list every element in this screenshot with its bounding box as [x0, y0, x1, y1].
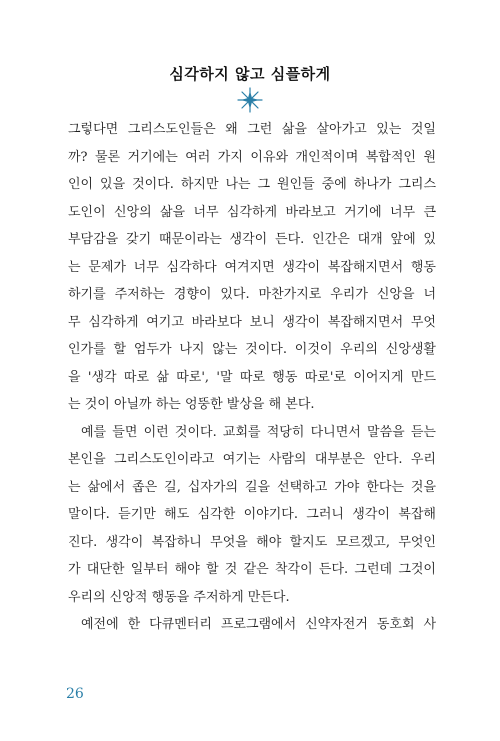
body-text [68, 116, 436, 639]
paragraph-line: 말이다. 듣기만 해도 심각한 이야기다. 그러니 생각이 복잡해 [68, 507, 436, 522]
paragraph-line: 부담감을 갖기 때문이라는 생각이 든다. 인간은 대개 앞에 있 [68, 232, 436, 247]
section-title: 심각하지 않고 심플하게 [169, 65, 331, 83]
paragraph-line: 인이 있을 것이다. 하지만 나는 그 원인들 중에 하나가 그리스 [68, 177, 436, 192]
paragraph-line: 는 삶에서 좁은 길, 십자가의 길을 선택하고 가야 한다는 것을 [68, 479, 436, 495]
page-number: 26 [66, 686, 84, 702]
paragraph-line: 본인을 그리스도인이라고 여기는 사람의 대부분은 안다. 우리 [68, 452, 436, 467]
paragraph-line: 하기를 주저하는 경향이 있다. 마찬가지로 우리가 신앙을 너 [68, 287, 436, 302]
paragraph-line: 예를 들면 이런 것이다. 교회를 적당히 다니면서 말씀을 듣는 [81, 424, 436, 440]
paragraph-line: 그렇다면 그리스도인들은 왜 그런 삶을 살아가고 있는 것일 [68, 122, 436, 137]
sparkle-star-icon [237, 87, 263, 113]
paragraph-line: 예전에 한 다큐멘터리 프로그램에서 신약자전거 동호회 사 [81, 617, 436, 632]
paragraph-line: 가 대단한 일부터 해야 할 것 같은 착각이 든다. 그런데 그것이 [68, 562, 436, 577]
paragraph-line: 진다. 생각이 복잡하니 무엇을 해야 할지도 모르겠고, 무엇인 [68, 534, 436, 550]
paragraph-line: 우리의 신앙적 행동을 주저하게 만든다. [68, 589, 290, 605]
paragraph-line: 무 심각하게 여기고 바라보다 보니 생각이 복잡해지면서 무엇 [68, 314, 436, 330]
paragraph-line: 을 '생각 따로 삶 따로', '말 따로 행동 따로'로 이어지게 만드 [68, 369, 436, 385]
paragraph-line: 는 문제가 너무 심각하다 여겨지면 생각이 복잡해지면서 행동 [68, 259, 436, 275]
paragraph-line: 도인이 신앙의 삶을 너무 심각하게 바라보고 거기에 너무 큰 [68, 204, 436, 220]
paragraph-line: 까? 물론 거기에는 여러 가지 이유와 개인적이며 복합적인 원 [68, 149, 436, 165]
paragraph-line: 는 것이 아닐까 하는 엉뚱한 발상을 해 본다. [68, 397, 315, 412]
paragraph-line: 인가를 할 엄두가 나지 않는 것이다. 이것이 우리의 신앙생활 [68, 342, 436, 357]
